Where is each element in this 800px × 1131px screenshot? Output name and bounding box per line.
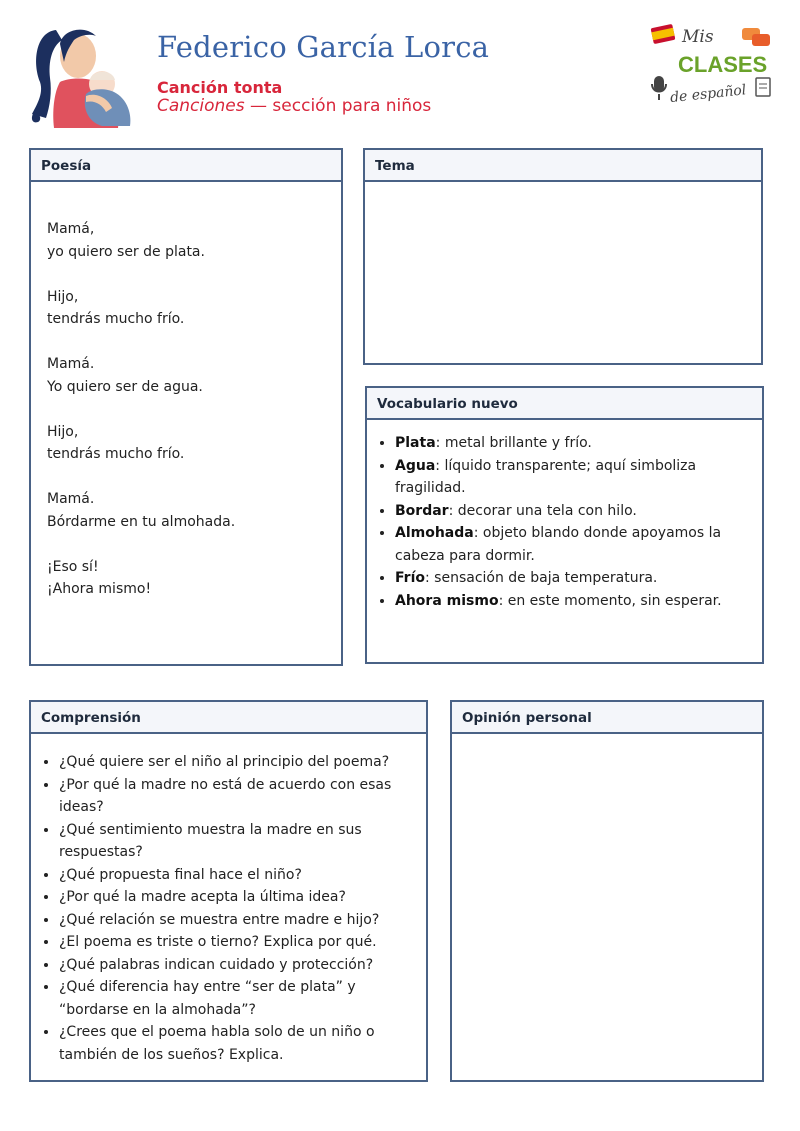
vocab-term: Almohada [395,525,474,541]
vocab-term: Frío [395,570,425,586]
stanza [47,556,341,601]
opinion-panel [450,700,764,1082]
vocab-def: : líquido transparente; aquí simboliza fragilidad. [395,457,697,496]
stanza [47,488,341,533]
poesia-heading: Poesía [31,150,341,182]
question-item: • ¿Qué sentimiento muestra la madre en sus respuestas? [59,819,418,864]
vocab-term: Agua [395,457,436,474]
comprension-panel [29,700,428,1082]
stanza [47,218,341,263]
verse: ¡Ahora mismo! [47,581,152,597]
book-info [157,96,431,116]
verse: ¡Eso sí! [47,558,99,575]
tema-panel [363,148,763,365]
stanza [47,353,341,398]
question-item: • ¿Qué diferencia hay entre “ser de plata” y “bordarse en la almohada”? [59,976,418,1021]
stanza [47,286,341,331]
vocab-def: : metal brillante y frío. [435,435,592,451]
spain-flag-icon [651,24,676,44]
verse: Hijo, [47,423,79,440]
vocab-def: : en este momento, sin esperar. [498,592,722,609]
question-item: • ¿Por qué la madre no está de acuerdo con esas ideas? [59,774,418,819]
vocab-term: Plata [395,435,436,451]
verse: Hijo, [47,288,79,305]
vocab-def: : sensación de baja temperatura. [425,570,658,586]
list-item [395,432,750,455]
book-title: Canciones [157,96,245,116]
tema-answer-area[interactable] [365,182,761,362]
verse: tendrás mucho frío. [47,446,185,462]
poem-text [31,182,341,601]
list-item [395,522,750,567]
logo-line1: Mis [682,27,714,47]
notepad-icon [756,78,770,96]
vocabulario-heading: Vocabulario nuevo [367,388,762,420]
stanza [47,421,341,466]
comprension-heading: Comprensión [31,702,426,734]
logo-line2: CLASES [678,52,768,77]
book-section: — sección para niños [244,96,432,116]
question-list [31,734,426,1066]
vocab-term: Ahora mismo [395,592,499,609]
vocabulario-panel [365,386,764,664]
tema-heading: Tema [365,150,761,182]
question-item: • ¿Qué propuesta final hace el niño? [59,864,418,887]
list-item [395,567,750,590]
question-item: • ¿El poema es triste o tierno? Explica por qué. [59,931,418,954]
list-item [395,455,750,500]
question-item: • ¿Por qué la madre acepta la última idea? [59,886,418,909]
mother-child-illustration [26,22,136,128]
poesia-panel [29,148,343,666]
verse: tendrás mucho frío. [47,311,185,327]
speech-bubble-icon [742,28,770,46]
vocabulary-list [367,420,762,612]
page-title: Federico García Lorca [157,30,490,64]
vocab-def: : decorar una tela con hilo. [448,502,637,519]
question-item: • ¿Qué quiere ser el niño al principio del poema? [59,751,418,774]
verse: Mamá. [47,356,95,372]
question-item: • ¿Qué relación se muestra entre madre e hijo? [59,909,418,932]
opinion-answer-area[interactable] [452,734,762,1080]
vocab-def: : objeto blando donde apoyamos la cabeza para dormir. [395,525,722,564]
mis-clases-logo [650,22,776,108]
question-item: • ¿Crees que el poema habla solo de un niño o también de los sueños? Explica. [59,1021,418,1066]
verse: Bórdarme en tu almohada. [47,513,236,530]
opinion-heading: Opinión personal [452,702,762,734]
list-item [395,500,750,523]
verse: Mamá. [47,491,95,507]
verse: Yo quiero ser de agua. [47,378,203,395]
vocab-term: Bordar [395,502,449,519]
list-item [395,590,750,613]
logo-line3: de español [669,82,748,107]
poem-title: Canción tonta [157,78,283,97]
microphone-icon [652,76,666,100]
verse: yo quiero ser de plata. [47,243,205,260]
question-item: • ¿Qué palabras indican cuidado y protección? [59,954,418,977]
verse: Mamá, [47,221,95,237]
